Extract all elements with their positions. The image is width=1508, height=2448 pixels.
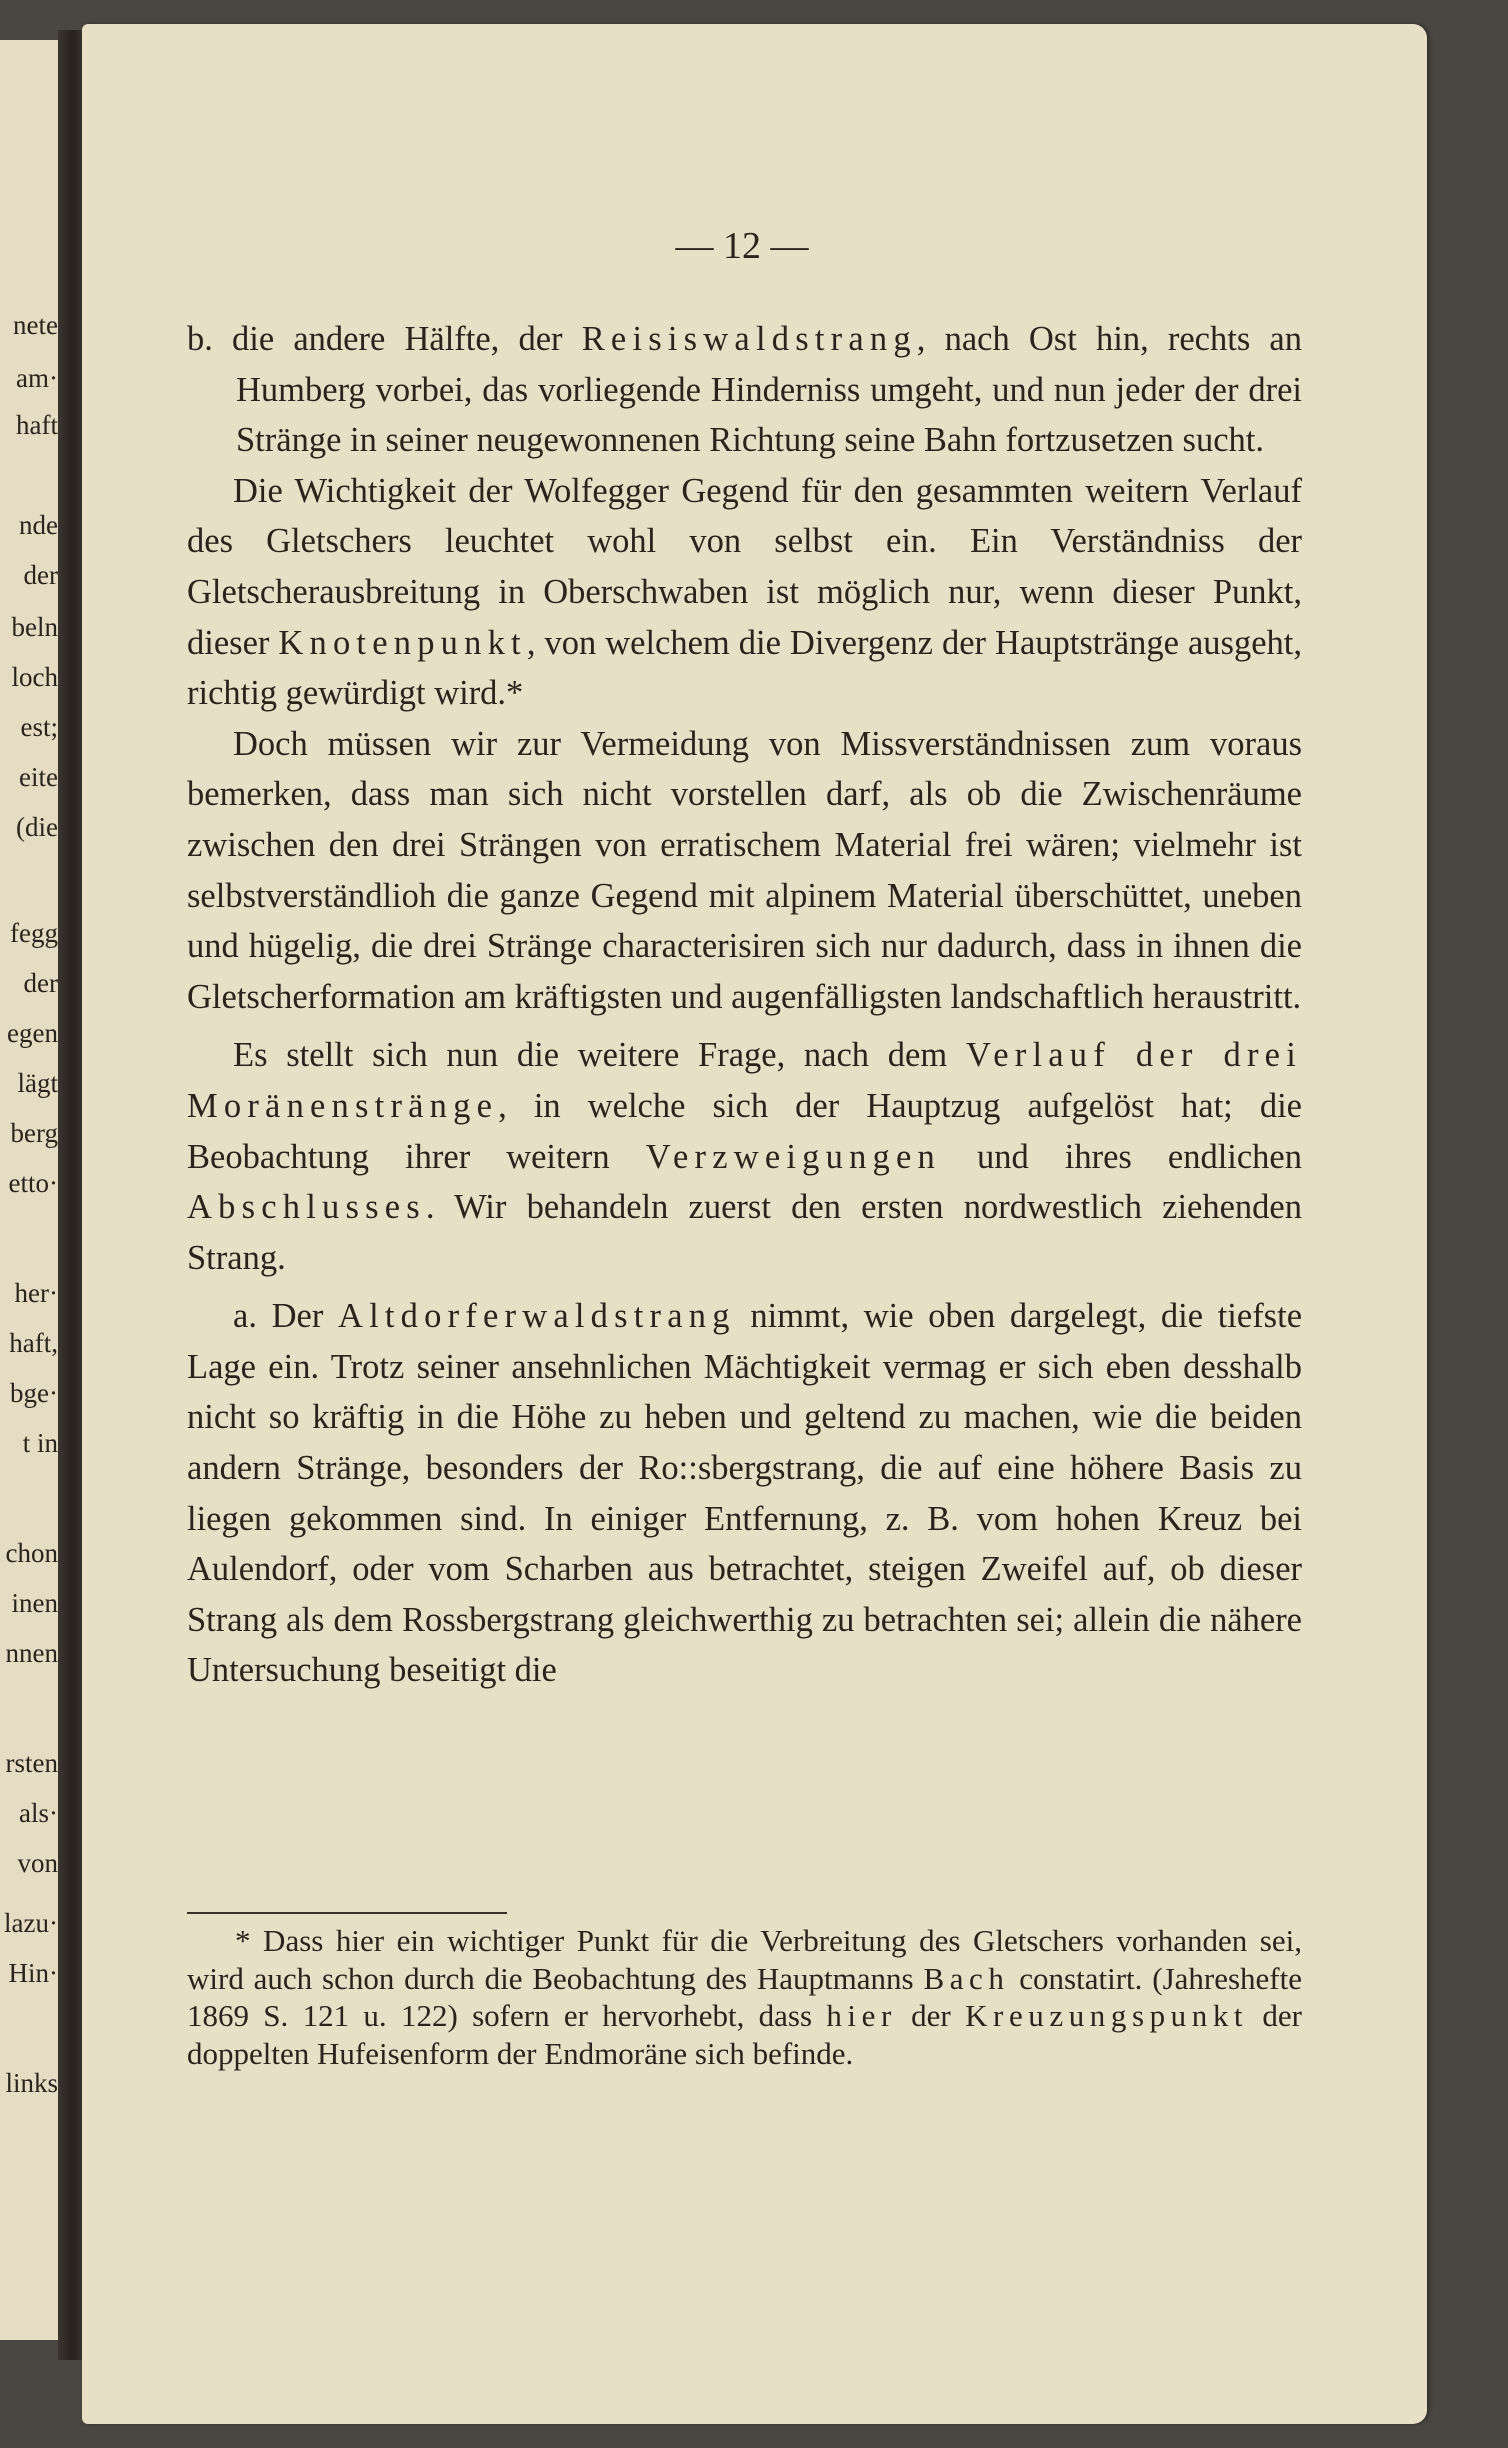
margin-word: bge· bbox=[10, 1378, 58, 1408]
margin-word: chon bbox=[5, 1538, 58, 1568]
margin-word: der bbox=[23, 560, 58, 590]
margin-word: loch bbox=[11, 662, 58, 692]
margin-word: etto· bbox=[8, 1168, 58, 1198]
text-run: * Dass hier ein wichtiger Punkt für die Verbreitung des Gletschers vorhanden sei, wird auch schon durch die Beobachtung des Hauptmanns bbox=[187, 1923, 1302, 1996]
margin-word: fegg bbox=[10, 918, 58, 948]
margin-word: haft bbox=[16, 410, 58, 440]
text-run: Die Wichtigkeit der Wolfegger Gegend für den gesammten weitern Verlauf des Gletschers leuchtet wohl von selbst ein. Ein Verständniss der Gletscherausbreitung in Oberschwaben ist möglich nur, wenn dieser Punkt, dieser bbox=[187, 471, 1302, 662]
margin-word: nete bbox=[13, 310, 58, 340]
page-number: — 12 — bbox=[675, 225, 809, 267]
spaced-emphasis: Verzweigungen bbox=[645, 1137, 941, 1176]
previous-page-edge bbox=[0, 40, 62, 2340]
text-run: der doppelten Hufeisenform der Endmoräne sich befinde. bbox=[187, 1998, 1303, 2071]
text-run: der bbox=[896, 1998, 966, 2033]
margin-word: her· bbox=[14, 1278, 58, 1308]
text-run: a. Der bbox=[233, 1297, 338, 1336]
margin-word: berg bbox=[10, 1118, 58, 1148]
margin-word: links bbox=[5, 2068, 58, 2098]
text-run: . Wir behandeln zuerst den ersten nordwestlich ziehenden Strang. bbox=[187, 1188, 1302, 1277]
text-run: , nach Ost hin, rechts an Humberg vorbei, das vorliegende Hinderniss umgeht, und nun jeder der drei Stränge in seiner neugewonnenen Richtung seine Bahn fortzusetzen sucht. bbox=[236, 320, 1302, 460]
spaced-emphasis: Reisiswaldstrang bbox=[581, 320, 917, 358]
book-page bbox=[82, 24, 1427, 2424]
margin-word: der bbox=[23, 968, 58, 998]
margin-word: (die bbox=[16, 812, 58, 842]
spaced-emphasis: Abschlusses bbox=[187, 1188, 426, 1227]
spaced-emphasis: Bach bbox=[923, 1960, 1010, 1996]
spaced-emphasis: hier bbox=[826, 1998, 897, 2033]
spaced-emphasis: Knotenpunkt bbox=[278, 623, 527, 662]
footnote-text bbox=[187, 1922, 1302, 2072]
margin-word: egen bbox=[7, 1018, 58, 1048]
paragraph bbox=[187, 719, 1302, 1023]
paragraph bbox=[187, 1030, 1302, 1283]
margin-word: beln bbox=[11, 612, 58, 642]
margin-word: eite bbox=[19, 762, 58, 792]
text-run: constatirt. (Jahreshefte 1869 S. 121 u. 122) sofern er hervorhebt, dass bbox=[187, 1960, 1302, 2033]
margin-word: lägt bbox=[17, 1068, 58, 1098]
margin-word: am· bbox=[16, 363, 58, 393]
margin-word: t in bbox=[22, 1428, 58, 1458]
text-run: und ihres endlichen bbox=[941, 1137, 1302, 1176]
margin-word: haft, bbox=[9, 1328, 58, 1358]
book-gutter bbox=[58, 30, 84, 2360]
text-run: Es stellt sich nun die weitere Frage, nach dem bbox=[233, 1036, 966, 1075]
footnote-rule bbox=[187, 1912, 507, 1914]
margin-word: Hin· bbox=[8, 1958, 58, 1988]
spaced-emphasis: Kreuzungspunkt bbox=[965, 1998, 1249, 2033]
margin-word: rsten bbox=[5, 1748, 58, 1778]
text-run: nimmt, wie oben dargelegt, die tiefste Lage ein. Trotz seiner ansehnlichen Mächtigkeit vermag er sich eben desshalb nicht so kräftig in die Höhe zu heben und geltend zu machen, wie die beiden andern Stränge, besonders der Ro::sbergstrang, die auf eine höhere Basis zu liegen gekommen sind. In einiger Entfernung, z. B. vom hohen Kreuz bei Aulendorf, oder vom Scharben aus betrachtet, steigen Zweifel auf, ob dieser Strang als dem Rossbergstrang gleichwerthig zu betrachten sei; allein die nähere Untersuchung beseitigt die bbox=[187, 1297, 1303, 1690]
margin-word: est; bbox=[20, 712, 58, 742]
text-run: b. die andere Hälfte, der bbox=[187, 320, 582, 358]
margin-word: von bbox=[17, 1848, 58, 1878]
footnote bbox=[187, 1922, 1302, 2072]
paragraph bbox=[187, 1291, 1302, 1696]
margin-word: nde bbox=[19, 510, 58, 540]
margin-word: lazu· bbox=[4, 1908, 58, 1938]
paragraph bbox=[187, 314, 1302, 466]
text-run: Doch müssen wir zur Vermeidung von Missverständnissen zum voraus bemerken, dass man sich nicht vorstellen darf, als ob die Zwischenräume zwischen den drei Strängen von erratischem Material frei wären; vielmehr ist selbstverständlioh die ganze Gegend mit alpinem Material überschüttet, uneben und hügelig, die drei Stränge characterisiren sich nur dadurch, dass in ihnen die Gletscherformation am kräftigsten und augenfälligsten landschaftlich heraustritt. bbox=[187, 724, 1302, 1016]
spaced-emphasis: Verlauf der drei Moränenstränge bbox=[187, 1036, 1302, 1125]
margin-word: als· bbox=[19, 1798, 58, 1828]
spaced-emphasis: Altdorferwaldstrang bbox=[337, 1297, 736, 1336]
body-text bbox=[187, 314, 1302, 1696]
margin-word: inen bbox=[11, 1588, 58, 1618]
text-run: , von welchem die Divergenz der Hauptstränge ausgeht, richtig gewürdigt wird.* bbox=[187, 623, 1302, 713]
text-run: , in welche sich der Hauptzug aufgelöst hat; die Beobachtung ihrer weitern bbox=[187, 1086, 1302, 1176]
margin-word: nnen bbox=[5, 1638, 58, 1668]
paragraph bbox=[187, 466, 1302, 719]
